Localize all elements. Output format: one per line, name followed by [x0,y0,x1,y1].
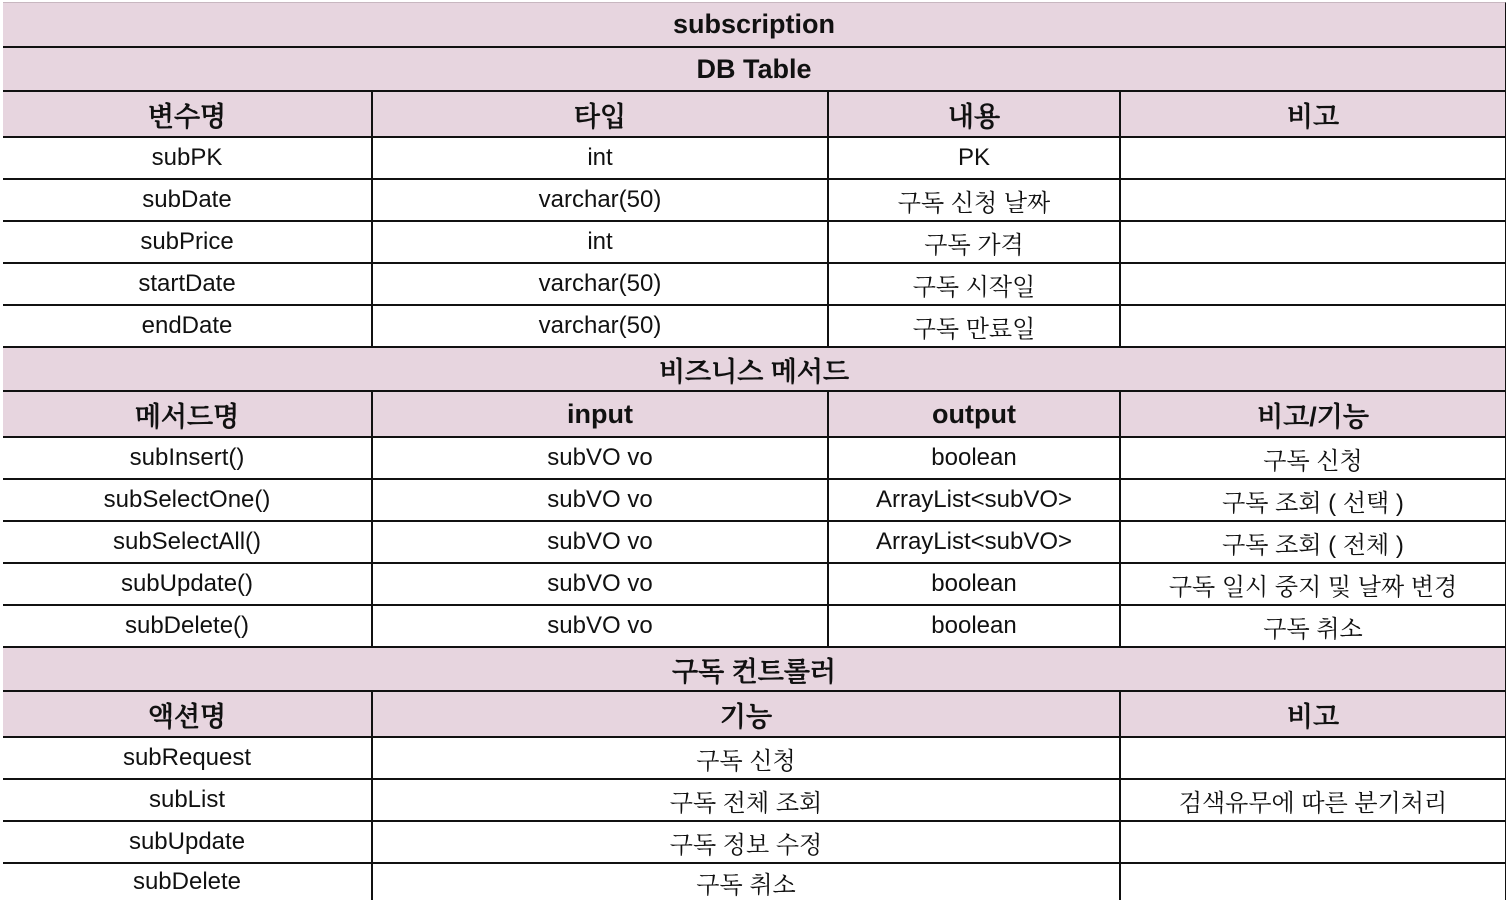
table-cell: subVO vo [373,606,829,646]
table-cell: 구독 조회 ( 선택 ) [1121,480,1506,520]
controller-header-row [3,690,1506,736]
table-cell: subVO vo [373,480,829,520]
controller-section-title: 구독 컨트롤러 [3,646,1506,690]
db-header-name: 변수명 [3,92,373,136]
table-cell: ArrayList<subVO> [829,480,1121,520]
table-cell: int [373,222,829,262]
table-cell: 구독 전체 조회 [373,780,1121,820]
db-header-content: 내용 [829,92,1121,136]
table-cell: varchar(50) [373,306,829,346]
db-header-row [3,90,1506,136]
table-row [3,520,1506,562]
table-cell: subDelete() [3,606,373,646]
table-row [3,220,1506,262]
table-cell: subSelectOne() [3,480,373,520]
table-cell: PK [829,138,1121,178]
table-cell: endDate [3,306,373,346]
table-cell [1121,306,1506,346]
table-cell: subRequest [3,738,373,778]
db-header-type: 타입 [373,92,829,136]
table-cell [1121,822,1506,862]
table-cell: subPrice [3,222,373,262]
table-row [3,178,1506,220]
db-header-note: 비고 [1121,92,1506,136]
table-cell: subSelectAll() [3,522,373,562]
table-cell: 구독 정보 수정 [373,822,1121,862]
controller-header-action: 액션명 [3,692,373,736]
method-header-note: 비고/기능 [1121,392,1506,436]
method-header-output: output [829,392,1121,436]
table-row [3,478,1506,520]
table-cell: 구독 신청 날짜 [829,180,1121,220]
controller-header-note: 비고 [1121,692,1506,736]
table-row [3,820,1506,862]
table-cell: ArrayList<subVO> [829,522,1121,562]
table-cell: 구독 취소 [373,864,1121,900]
table-cell: 구독 조회 ( 전체 ) [1121,522,1506,562]
method-header-name: 메서드명 [3,392,373,436]
table-cell: subUpdate [3,822,373,862]
table-cell: subVO vo [373,564,829,604]
sheet-title: subscription [3,2,1506,46]
table-row [3,736,1506,778]
table-cell: 구독 취소 [1121,606,1506,646]
table-row [3,436,1506,478]
table-cell [1121,864,1506,900]
table-cell: startDate [3,264,373,304]
table-cell [1121,180,1506,220]
table-cell: subList [3,780,373,820]
method-header-input: input [373,392,829,436]
table-row [3,304,1506,346]
table-cell [1121,738,1506,778]
table-cell: 구독 만료일 [829,306,1121,346]
db-section-title: DB Table [3,46,1506,90]
table-row [3,862,1506,900]
table-cell: 구독 신청 [1121,438,1506,478]
controller-header-function: 기능 [373,692,1121,736]
table-cell: subVO vo [373,438,829,478]
method-section-title: 비즈니스 메서드 [3,346,1506,390]
table-cell: subVO vo [373,522,829,562]
table-cell: boolean [829,606,1121,646]
table-cell: 구독 일시 중지 및 날짜 변경 [1121,564,1506,604]
table-cell [1121,264,1506,304]
table-row [3,778,1506,820]
table-cell [1121,138,1506,178]
table-cell: subPK [3,138,373,178]
table-cell: subDelete [3,864,373,900]
table-cell: subInsert() [3,438,373,478]
table-cell: subUpdate() [3,564,373,604]
table-cell: 구독 가격 [829,222,1121,262]
table-cell: 구독 신청 [373,738,1121,778]
table-row [3,262,1506,304]
table-cell: 구독 시작일 [829,264,1121,304]
table-cell: varchar(50) [373,180,829,220]
method-header-row [3,390,1506,436]
table-cell: 검색유무에 따른 분기처리 [1121,780,1506,820]
table-cell: boolean [829,564,1121,604]
table-cell: boolean [829,438,1121,478]
table-row [3,562,1506,604]
spreadsheet [3,2,1506,900]
table-row [3,604,1506,646]
table-row [3,136,1506,178]
table-cell: int [373,138,829,178]
table-cell [1121,222,1506,262]
table-cell: varchar(50) [373,264,829,304]
table-cell: subDate [3,180,373,220]
